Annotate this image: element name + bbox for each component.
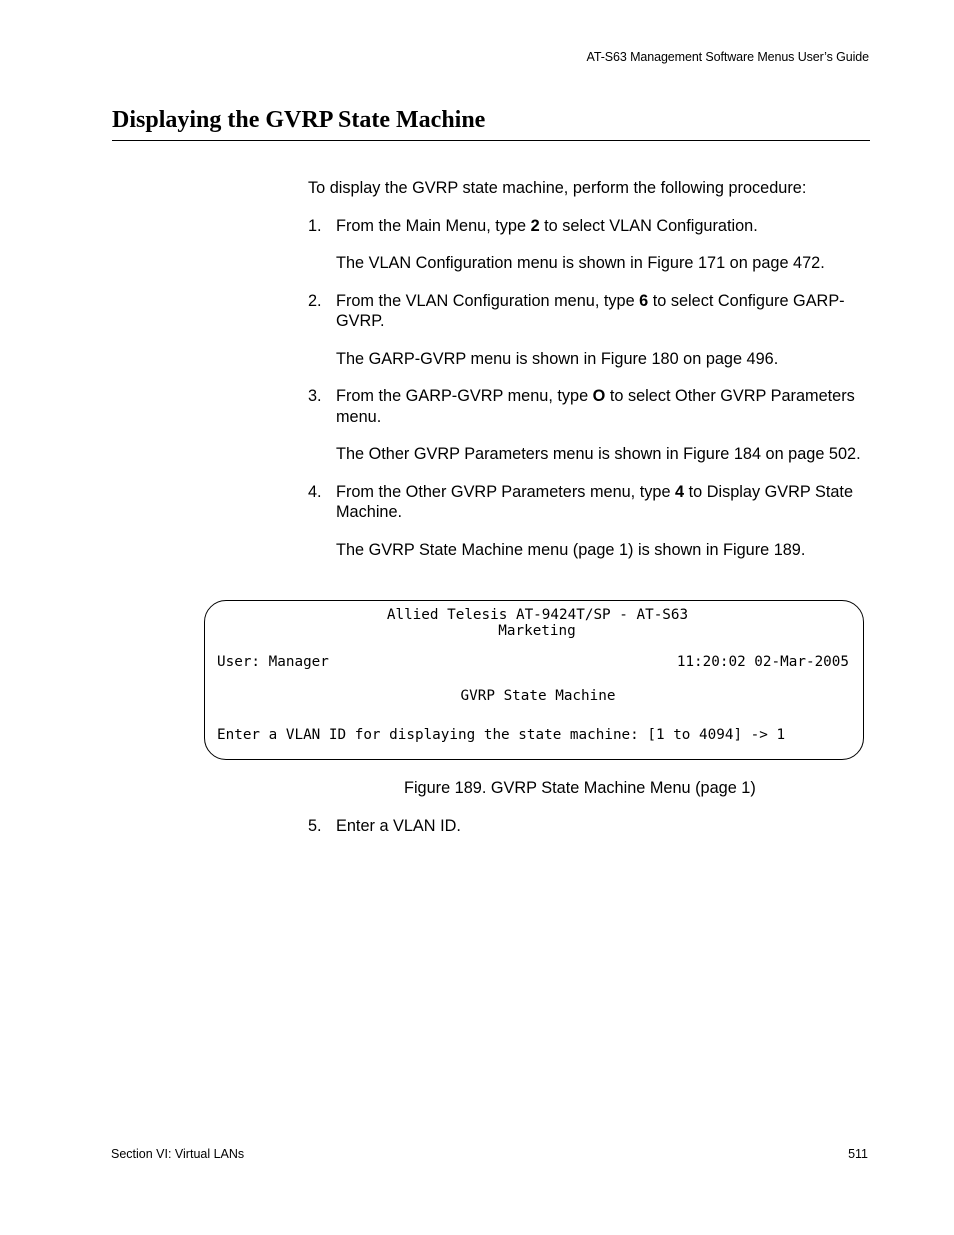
footer-section: Section VI: Virtual LANs <box>111 1147 245 1161</box>
title-rule <box>112 140 870 141</box>
procedure-body <box>308 178 873 577</box>
step-number: 3. <box>308 387 322 405</box>
running-header: AT-S63 Management Software Menus User’s Guide <box>586 50 869 64</box>
terminal-location: Marketing <box>498 623 576 639</box>
step-key: O <box>592 387 606 405</box>
figure-caption: Figure 189. GVRP State Machine Menu (page 1) <box>404 779 756 797</box>
terminal-system-name: Allied Telesis AT-9424T/SP - AT-S63 <box>386 607 689 623</box>
terminal-prompt: Enter a VLAN ID for displaying the state machine: [1 to 4094] -> 1 <box>217 727 786 743</box>
step-text: From the Other GVRP Parameters menu, type 4 to Display GVRP State Machine. <box>336 482 854 521</box>
step-3 <box>308 386 873 427</box>
step-1 <box>308 216 873 237</box>
step-number: 2. <box>308 291 322 310</box>
intro-paragraph: To display the GVRP state machine, perform the following procedure: <box>308 179 807 197</box>
step-note: The VLAN Configuration menu is shown in Figure 171 on page 472. <box>336 254 825 272</box>
step-key: 2 <box>530 216 540 235</box>
terminal-user: User: Manager <box>217 654 329 670</box>
step-number: 4. <box>308 482 322 501</box>
step-key: 6 <box>639 291 649 310</box>
step-5 <box>308 817 461 836</box>
terminal-screen <box>204 600 864 760</box>
step-text: Enter a VLAN ID. <box>336 817 461 835</box>
terminal-datetime: 11:20:02 02-Mar-2005 <box>676 654 849 670</box>
step-text: From the GARP-GVRP menu, type O to select Other GVRP Parameters menu. <box>336 387 855 426</box>
page-number: 511 <box>848 1147 868 1161</box>
step-note: The GVRP State Machine menu (page 1) is shown in Figure 189. <box>336 540 806 559</box>
step-4 <box>308 482 873 523</box>
terminal-menu-title: GVRP State Machine <box>460 688 616 704</box>
step-number: 5. <box>308 817 322 835</box>
step-2 <box>308 291 873 332</box>
step-note: The GARP-GVRP menu is shown in Figure 180 on page 496. <box>336 349 779 368</box>
step-text: From the VLAN Configuration menu, type 6 to select Configure GARP-GVRP. <box>336 291 845 330</box>
section-title: Displaying the GVRP State Machine <box>112 107 486 133</box>
step-key: 4 <box>675 482 685 501</box>
step-note: The Other GVRP Parameters menu is shown in Figure 184 on page 502. <box>336 445 861 463</box>
step-text: From the Main Menu, type 2 to select VLAN Configuration. <box>336 216 758 235</box>
step-number: 1. <box>308 216 322 235</box>
